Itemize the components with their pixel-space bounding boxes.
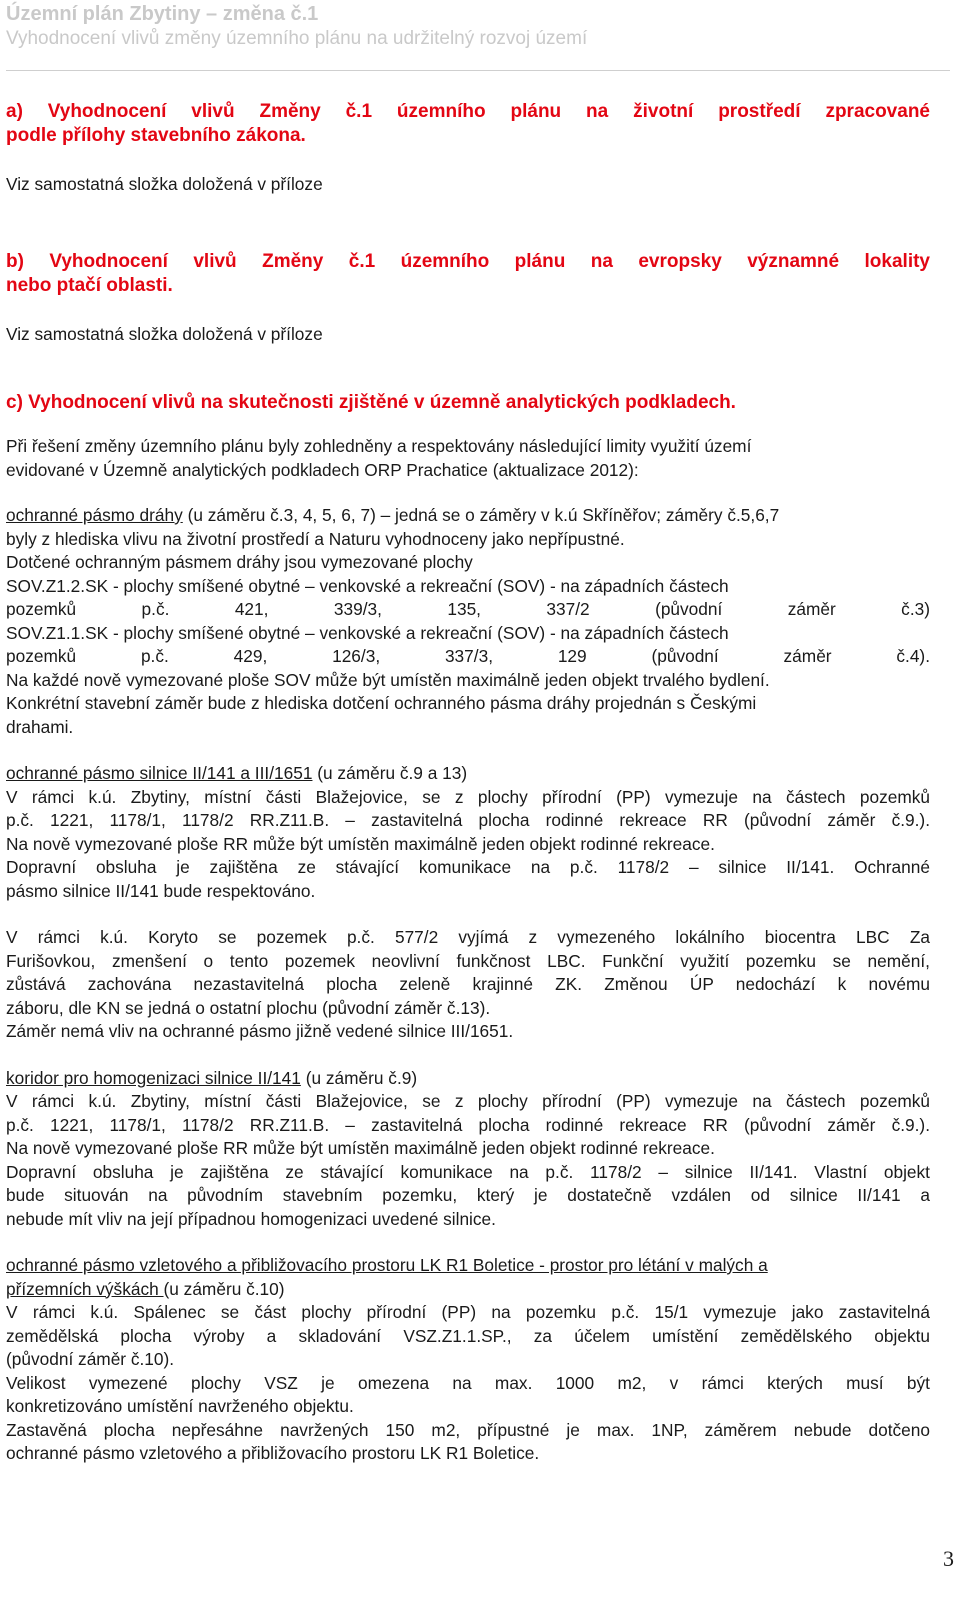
header-divider	[6, 70, 950, 71]
block1-line: Konkrétní stavební záměr bude z hlediska dotčení ochranného pásma dráhy projednán s Českými	[6, 693, 757, 713]
section-a-heading-line1: a) Vyhodnocení vlivů Změny č.1 územního plánu na životní prostředí zpracované	[6, 101, 930, 122]
block2b-line: zůstává zachována nezastavitelná plocha zeleně krajinné ZK. Změnou ÚP nedochází k novému	[6, 974, 930, 994]
block4-title-line2	[6, 1278, 930, 1302]
block3-title	[6, 1067, 930, 1091]
block4-line: konkretizováno umístění navrženého objektu.	[6, 1396, 354, 1416]
block2b-line: V rámci k.ú. Koryto se pozemek p.č. 577/2 vyjímá z vymezeného lokálního biocentra LBC Za	[6, 927, 930, 947]
block2-title-underlined: ochranné pásmo silnice II/141 a III/1651	[6, 763, 313, 783]
block2-title	[6, 762, 930, 786]
block4-title-underlined: ochranné pásmo vzletového a přibližovacího prostoru LK R1 Boletice - prostor pro létání v malých a	[6, 1255, 768, 1275]
block4-line: (původní záměr č.10).	[6, 1349, 175, 1369]
block2-title-rest: (u záměru č.9 a 13)	[312, 763, 468, 783]
block2-line: p.č. 1221, 1178/1, 1178/2 RR.Z11.B. – zastavitelná plocha rodinné rekreace RR (původní záměr č.9.).	[6, 810, 930, 830]
section-c-intro-line2: evidované v Územně analytických podkladech ORP Prachatice (aktualizace 2012):	[6, 459, 639, 480]
block4-title-underlined: přízemních výškách	[6, 1278, 164, 1299]
block4-line: Zastavěná plocha nepřesáhne navržených 150 m2, přípustné je max. 1NP, záměrem nebude dotčeno	[6, 1419, 930, 1440]
block4-line: zemědělská plocha výroby a skladování VSZ.Z1.1.SP., za účelem umístění zemědělského objektu	[6, 1325, 930, 1346]
block1-title-rest: (u záměru č.3, 4, 5, 6, 7) – jedná se o záměry v k.ú Skříněřov; záměry č.5,6,7	[182, 505, 780, 525]
block3-title-rest: (u záměru č.9)	[300, 1067, 418, 1088]
block1-title	[6, 504, 930, 528]
section-c-heading: c) Vyhodnocení vlivů na skutečnosti zjištěné v územně analytických podkladech.	[6, 392, 736, 413]
block1-line: byly z hlediska vlivu na životní prostředí a Naturu vyhodnoceny jako nepřípustné.	[6, 528, 625, 549]
block1-line: SOV.Z1.1.SK - plochy smíšené obytné – venkovské a rekreační (SOV) - na západních částech	[6, 622, 729, 643]
block1-line: pozemků p.č. 421, 339/3, 135, 337/2 (původní záměr č.3)	[6, 599, 930, 619]
block2b-line: Furišovkou, zmenšení o tento pozemek neovlivní funkčnost LBC. Funkční využití pozemku se nemění,	[6, 950, 930, 971]
block3-line: p.č. 1221, 1178/1, 1178/2 RR.Z11.B. – zastavitelná plocha rodinné rekreace RR (původní záměr č.9.).	[6, 1114, 930, 1135]
section-c-intro-line1: Při řešení změny územního plánu byly zohledněny a respektovány následující limity využití území	[6, 436, 752, 456]
page-number: 3	[943, 1546, 954, 1571]
block2-line: pásmo silnice II/141 bude respektováno.	[6, 880, 316, 901]
block1-line: SOV.Z1.2.SK - plochy smíšené obytné – venkovské a rekreační (SOV) - na západních částech	[6, 575, 729, 596]
section-a-text: Viz samostatná složka doložená v příloze	[6, 174, 323, 194]
block3-line: Dopravní obsluha je zajištěna ze stávající komunikace na p.č. 1178/2 – silnice II/141. Vlastní objekt	[6, 1161, 930, 1182]
block3-line: Na nově vymezované ploše RR může být umístěn maximálně jeden objekt rodinné rekreace.	[6, 1138, 715, 1158]
page-header-subtitle: Vyhodnocení vlivů změny územního plánu na udržitelný rozvoj území	[6, 28, 588, 49]
block1-line: Na každé nově vymezované ploše SOV může být umístěn maximálně jeden objekt trvalého bydlení.	[6, 669, 770, 690]
block2b-line: Záměr nemá vliv na ochranné pásmo jižně vedené silnice III/1651.	[6, 1021, 514, 1041]
section-b-heading-line2: nebo ptačí oblasti.	[6, 274, 173, 296]
block3-line: nebude mít vliv na její případnou homogenizaci uvedené silnice.	[6, 1208, 496, 1229]
block3-title-underlined: koridor pro homogenizaci silnice II/141	[6, 1067, 301, 1088]
block2b-line: záboru, dle KN se jedná o ostatní plochu (původní záměr č.13).	[6, 997, 491, 1018]
block4-title-rest: (u záměru č.10)	[163, 1278, 285, 1299]
block3-line: bude situován na původním stavebním pozemku, který je dostatečně vzdálen od silnice II/141 a	[6, 1185, 930, 1205]
block1-line: drahami.	[6, 716, 74, 737]
section-b-text: Viz samostatná složka doložená v příloze	[6, 323, 323, 344]
block2-line: V rámci k.ú. Zbytiny, místní části Blažejovice, se z plochy přírodní (PP) vymezuje na částech pozemků	[6, 786, 930, 807]
block4-line: ochranné pásmo vzletového a přibližovacího prostoru LK R1 Boletice.	[6, 1443, 540, 1463]
block4-line: V rámci k.ú. Spálenec se část plochy přírodní (PP) na pozemku p.č. 15/1 vymezuje jako zastavitelná	[6, 1302, 930, 1322]
block2-line: Dopravní obsluha je zajištěna ze stávající komunikace na p.č. 1178/2 – silnice II/141. Ochranné	[6, 857, 930, 877]
block1-line: pozemků p.č. 429, 126/3, 337/3, 129 (původní záměr č.4).	[6, 646, 930, 666]
section-b-heading-line1: b) Vyhodnocení vlivů Změny č.1 územního plánu na evropsky významné lokality	[6, 250, 930, 272]
section-a-heading-line2: podle přílohy stavebního zákona.	[6, 125, 306, 146]
block3-line: V rámci k.ú. Zbytiny, místní části Blažejovice, se z plochy přírodní (PP) vymezuje na částech pozemků	[6, 1091, 930, 1111]
block2-line: Na nově vymezované ploše RR může být umístěn maximálně jeden objekt rodinné rekreace.	[6, 833, 715, 854]
document-body	[6, 100, 930, 1466]
block1-line: Dotčené ochranným pásmem dráhy jsou vymezované plochy	[6, 552, 473, 572]
page-header-title: Územní plán Zbytiny – změna č.1	[6, 3, 319, 25]
block1-title-underlined: ochranné pásmo dráhy	[6, 505, 183, 525]
block4-title-line1	[6, 1254, 930, 1278]
block4-line: Velikost vymezené plochy VSZ je omezena na max. 1000 m2, v rámci kterých musí být	[6, 1372, 930, 1393]
